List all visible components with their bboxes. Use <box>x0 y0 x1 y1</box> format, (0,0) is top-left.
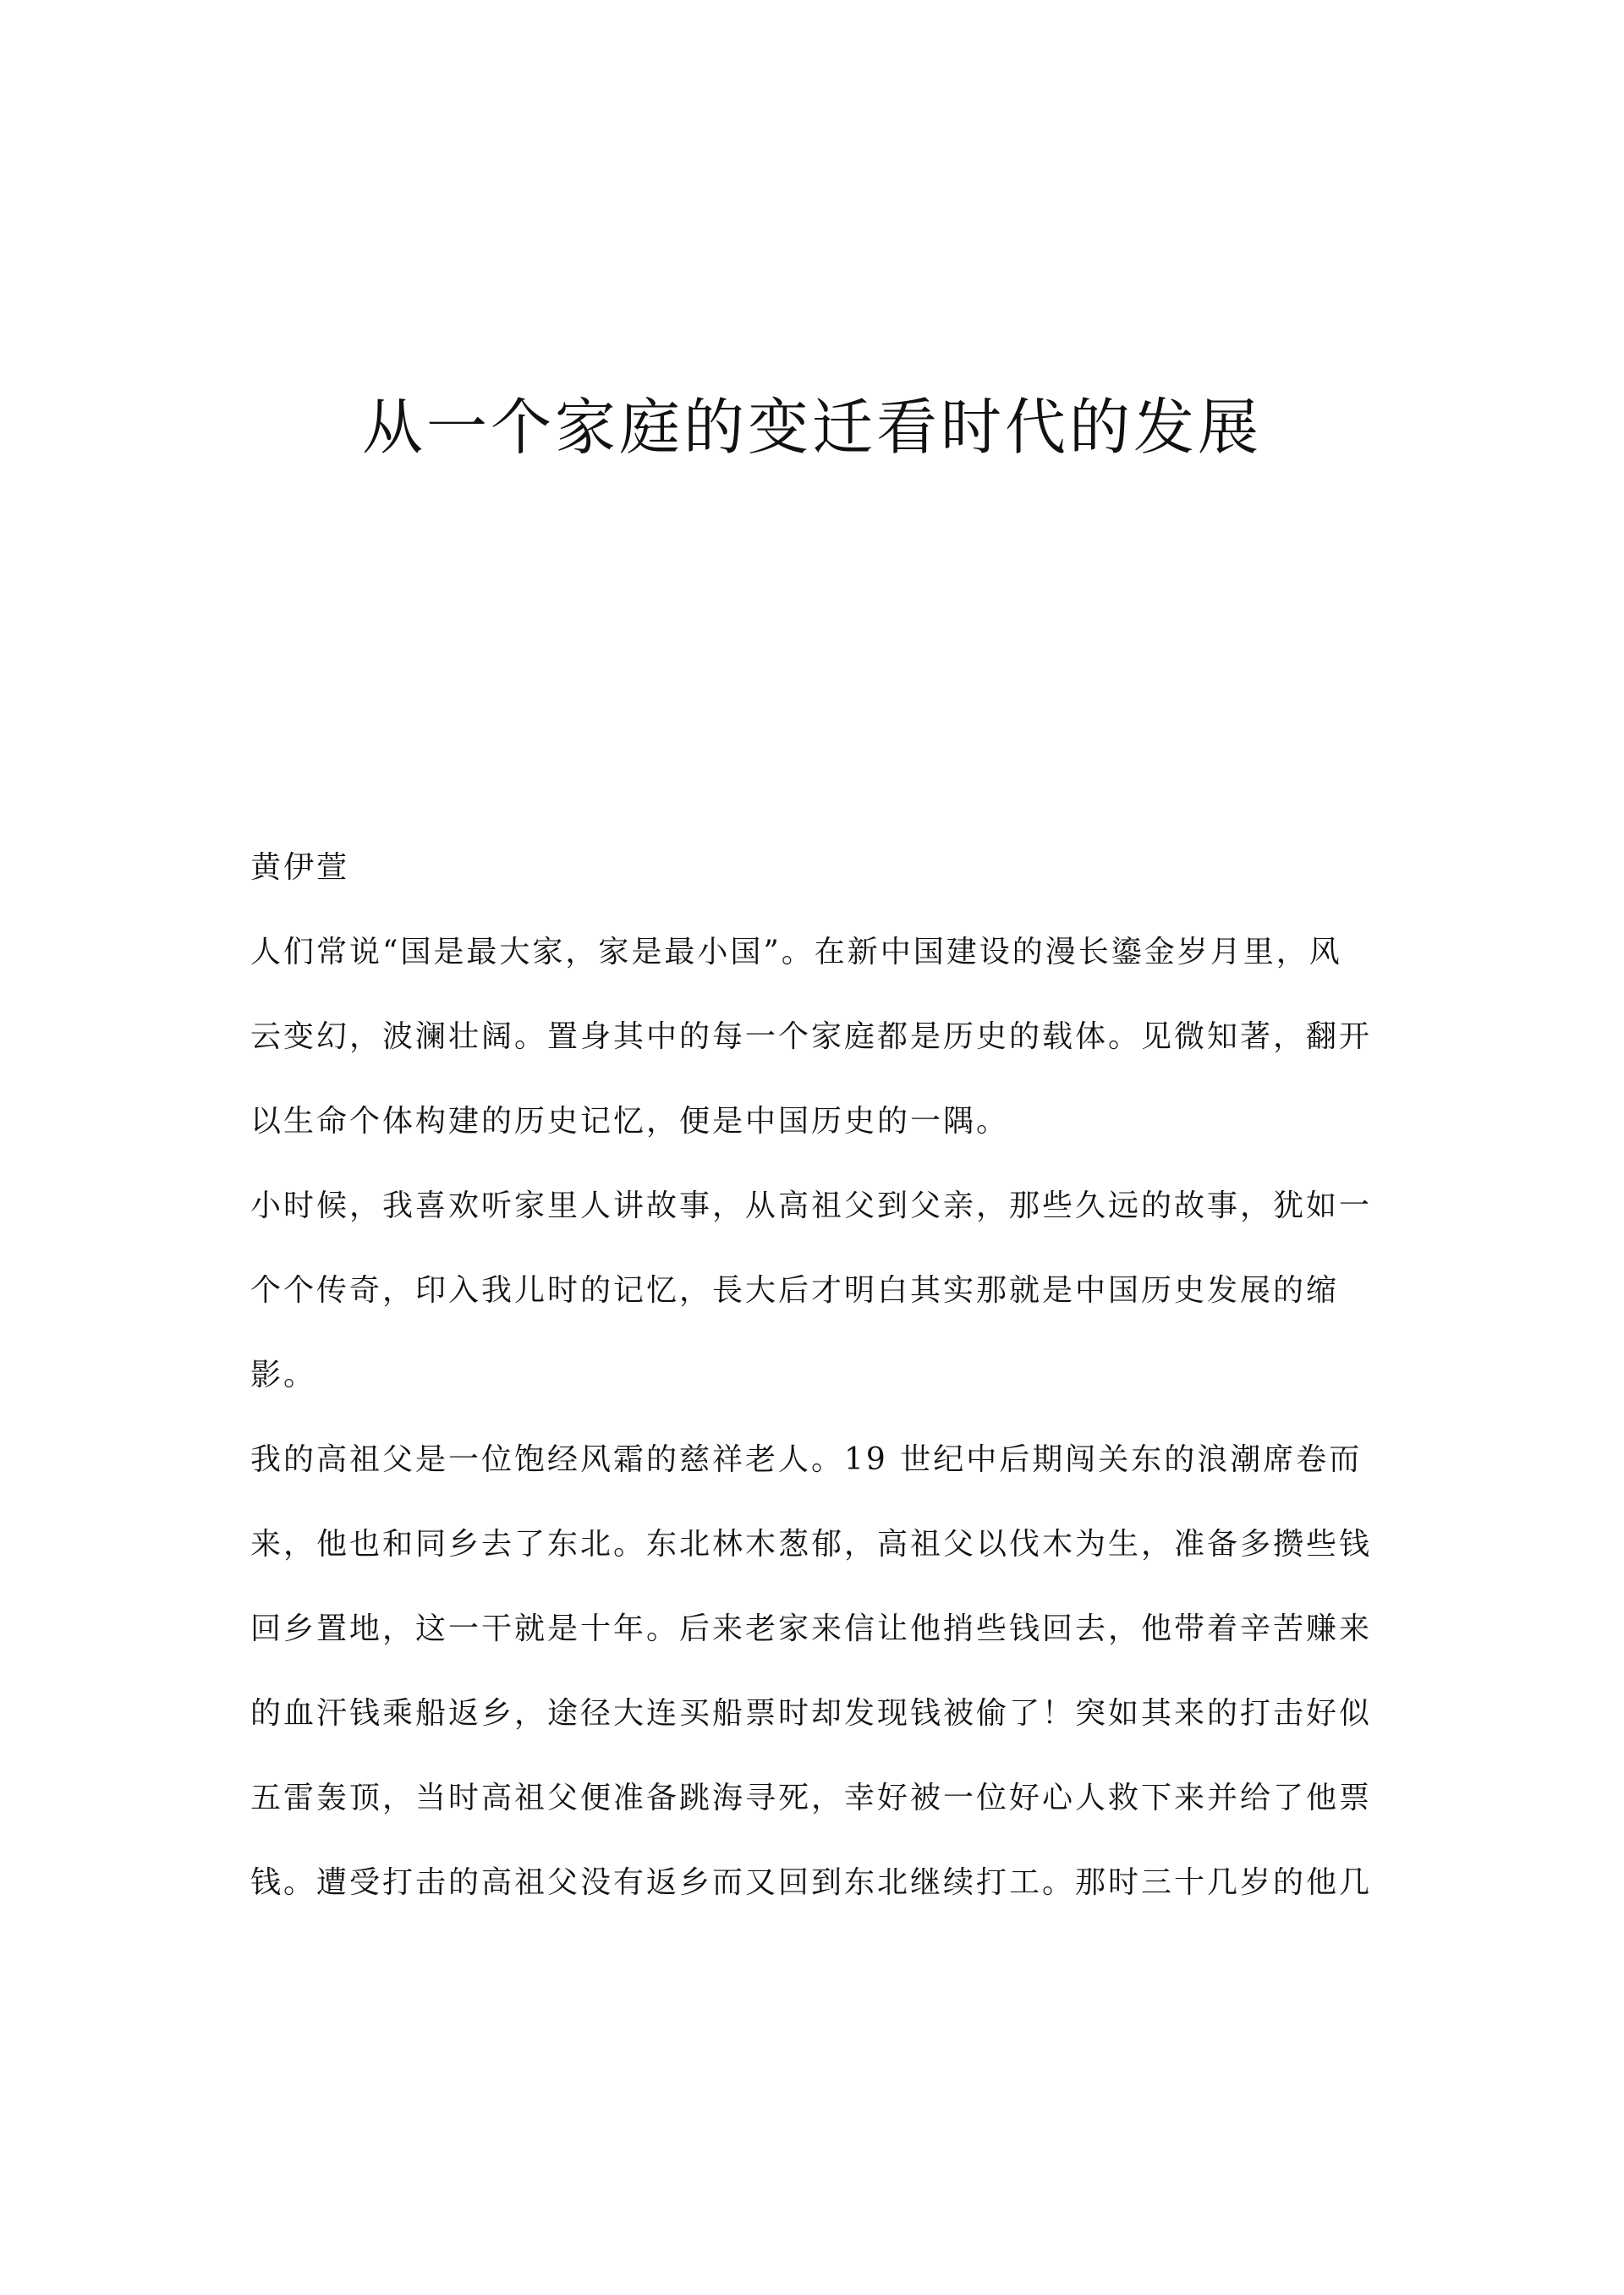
author-name: 黄伊萱 <box>250 850 350 885</box>
paragraph-line: 云变幻，波澜壮阔。置身其中的每一个家庭都是历史的载体。见微知著，翻开 <box>250 1019 1373 1054</box>
paragraph-line: 来，他也和同乡去了东北。东北林木葱郁，高祖父以伐木为生，准备多攒些钱 <box>250 1527 1373 1562</box>
paragraph-line: 五雷轰顶，当时高祖父便准备跳海寻死，幸好被一位好心人救下来并给了他票 <box>250 1781 1373 1815</box>
document-body <box>250 826 1375 1925</box>
paragraph-line: 人们常说“国是最大家，家是最小国”。在新中国建设的漫长鎏金岁月里，风 <box>250 935 1342 969</box>
paragraph-3 <box>250 1418 1375 1925</box>
document-title: 从一个家庭的变迁看时代的发展 <box>361 392 1262 463</box>
paragraph-2 <box>250 1164 1375 1418</box>
paragraph-line: 影。 <box>250 1358 317 1392</box>
paragraph-line: 以生命个体构建的历史记忆，便是中国历史的一隅。 <box>250 1104 1010 1139</box>
paragraph-line: 的血汗钱乘船返乡，途径大连买船票时却发现钱被偷了！突如其来的打击好似 <box>250 1696 1373 1731</box>
paragraph-line: 钱。遭受打击的高祖父没有返乡而又回到东北继续打工。那时三十几岁的他几 <box>250 1865 1373 1900</box>
paragraph-line: 小时候，我喜欢听家里人讲故事，从高祖父到父亲，那些久远的故事，犹如一 <box>250 1189 1373 1223</box>
paragraph-line: 回乡置地，这一干就是十年。后来老家来信让他捎些钱回去，他带着辛苦赚来 <box>250 1611 1373 1646</box>
paragraph-1 <box>250 910 1375 1164</box>
paragraph-line: 我的高祖父是一位饱经风霜的慈祥老人。19 世纪中后期闯关东的浪潮席卷而 <box>250 1442 1363 1477</box>
paragraph-line: 个个传奇，印入我儿时的记忆，長大后才明白其实那就是中国历史发展的缩 <box>250 1273 1340 1308</box>
